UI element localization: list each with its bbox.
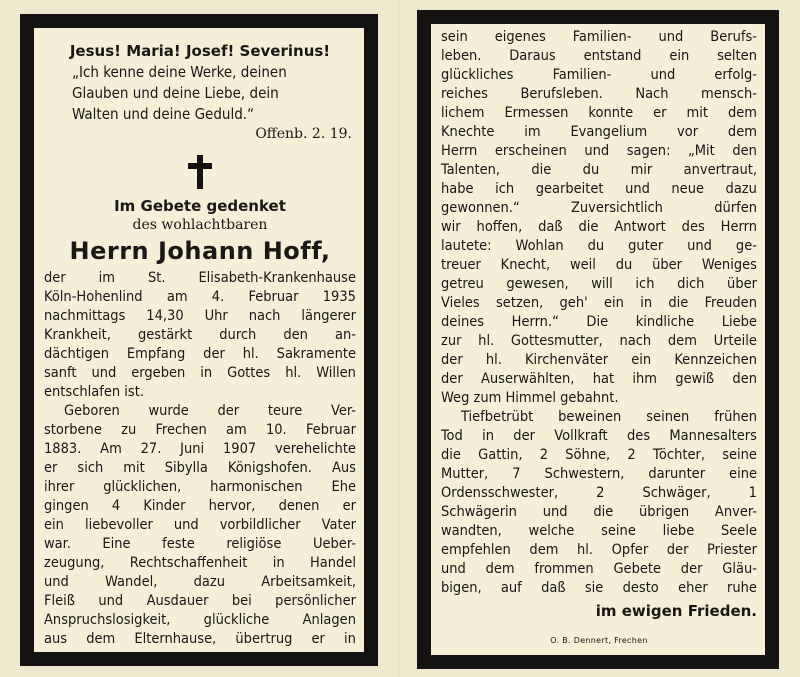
text-line: Weg zum Himmel gebahnt. [441, 390, 619, 406]
text-line: aus dem Elternhause, übertrug er in [44, 631, 356, 647]
text-line: Tod in der Vollkraft des Mannesalters [441, 428, 757, 444]
printer-imprint: O. B. Dennert, Frechen [550, 636, 648, 645]
text-line: Vieles setzen, geh' ein in die Freuden [441, 295, 757, 311]
text-line: glückliches Familien- und erfolg- [441, 67, 757, 83]
text-line: ein liebevoller und vorbildlicher Vater [44, 517, 356, 533]
text-line: gewonnen.“ Zuversichtlich dürfen [441, 200, 757, 216]
text-line: Fleiß und Ausdauer bei persönlicher [44, 593, 356, 609]
black-mourning-border [20, 14, 378, 666]
text-line: wir hoffen, daß die Antwort des Herrn [441, 219, 757, 235]
text-line: entschlafen ist. [44, 384, 144, 400]
memorial-card-right-page [400, 0, 800, 677]
scripture-reference: Offenb. 2. 19. [255, 126, 352, 142]
text-line: habe ich gearbeitet und neue dazu [441, 181, 757, 197]
text-line: und dem frommen Gebete der Gläu- [441, 561, 757, 577]
text-line: lichem Ermessen konnte er mit dem [441, 105, 757, 121]
text-line: Ordensschwester, 2 Schwäger, 1 [441, 485, 757, 501]
text-line: Köln-Hohenlind am 4. Februar 1935 [44, 289, 356, 305]
text-line: empfehlen dem hl. Opfer der Priester [441, 542, 757, 558]
text-line: zeugung, Rechtschaffenheit in Handel [44, 555, 356, 571]
text-line: 1883. Am 27. Juni 1907 verehelichte [44, 441, 356, 457]
text-line: zur hl. Gottesmutter, nach dem Urteile [441, 333, 757, 349]
text-line: deines Herrn.“ Die kindliche Liebe [441, 314, 757, 330]
text-line: Schwägerin und die übrigen Anver- [441, 504, 757, 520]
text-line: leben. Daraus entstand ein selten [441, 48, 757, 64]
text-line: sanft und ergeben in Gottes hl. Willen [44, 365, 356, 381]
text-line: reiches Berufsleben. Nach mensch- [441, 86, 757, 102]
text-line: bigen, auf daß sie desto eher ruhe [441, 580, 757, 596]
text-line: treuer Knecht, weil du über Weniges [441, 257, 757, 273]
text-line: Herrn erscheinen und sagen: „Mit den [441, 143, 757, 159]
text-line: der Auserwählten, hat ihm gewiß den [441, 371, 757, 387]
text-line: nachmittags 14,30 Uhr nach längerer [44, 308, 356, 324]
right-page-content [441, 28, 757, 649]
obituary-text-continued [441, 28, 757, 598]
text-line: ihrer glücklichen, harmonischen Ehe [44, 479, 356, 495]
text-line: er sich mit Sibylla Königshofen. Aus [44, 460, 356, 476]
text-line: gingen 4 Kinder hervor, denen er [44, 498, 356, 514]
text-line: Knechte im Evangelium vor dem [441, 124, 757, 140]
text-line: Tiefbetrübt beweinen seinen frühen [461, 409, 757, 425]
text-line: Anspruchslosigkeit, glückliche Anlagen [44, 612, 356, 628]
text-line: dächtigen Empfang der hl. Sakramente [44, 346, 356, 362]
prayer-heading: Im Gebete gedenket [114, 197, 286, 215]
obituary-text [44, 269, 356, 649]
motto: Jesus! Maria! Josef! Severinus! [69, 42, 331, 60]
text-line: der im St. Elisabeth-Krankenhause [44, 270, 356, 286]
text-line: lautete: Wohlan du guter und ge- [441, 238, 757, 254]
text-line: der hl. Kirchenväter ein Kennzeichen [441, 352, 757, 368]
latin-cross-icon [187, 155, 213, 189]
black-mourning-border [417, 10, 779, 669]
text-line: wandten, welche seine liebe Seele [441, 523, 757, 539]
text-line: Mutter, 7 Schwestern, darunter eine [441, 466, 757, 482]
text-line: getreu gewesen, will ich dich über [441, 276, 757, 292]
left-page-content [44, 42, 356, 646]
text-line: und Wandel, dazu Arbeitsamkeit, [44, 574, 356, 590]
text-line: war. Eine feste religiöse Ueber- [44, 536, 356, 552]
text-line: die Gattin, 2 Söhne, 2 Töchter, seine [441, 447, 757, 463]
text-line: sein eigenes Familien- und Berufs- [441, 29, 757, 45]
deceased-name: Herrn Johann Hoff, [69, 237, 331, 265]
closing-line: im ewigen Frieden. [595, 602, 757, 620]
prayer-subheading: des wohlachtbaren [132, 217, 268, 233]
scripture-quote: „Ich kenne deine Werke, deinen Glauben und deine Liebe, dein Walten und deine Geduld.“ [72, 63, 287, 123]
text-line: Geboren wurde der teure Ver- [64, 403, 356, 419]
memorial-card-left-page [0, 0, 398, 677]
text-line: Krankheit, gestärkt durch den an- [44, 327, 356, 343]
text-line: storbene zu Frechen am 10. Februar [44, 422, 356, 438]
text-line: Talenten, die du mir anvertraut, [441, 162, 757, 178]
